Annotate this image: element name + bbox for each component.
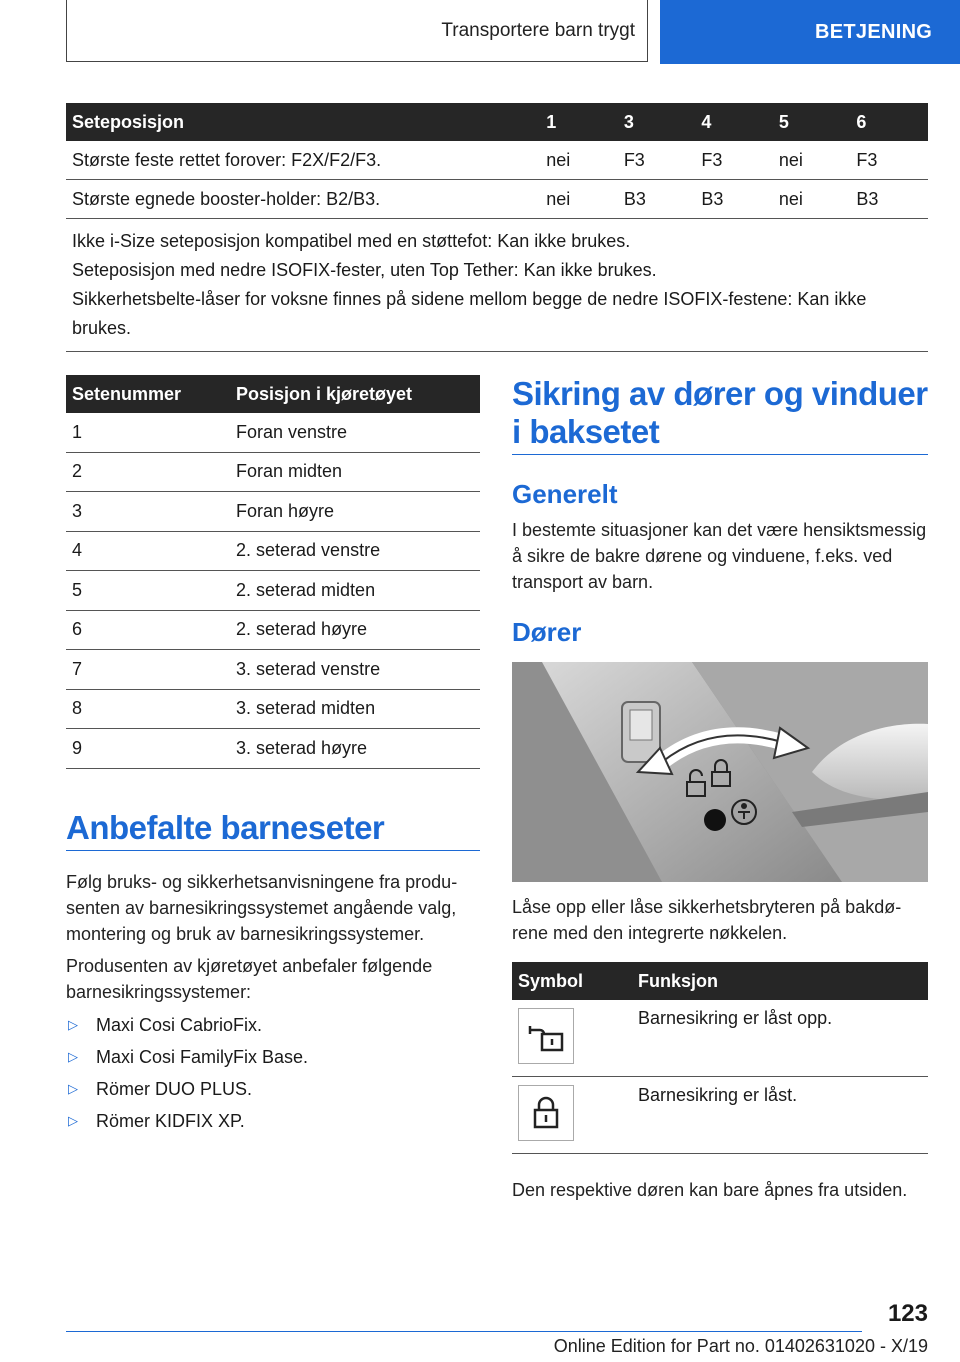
table-cell: B3 <box>695 180 773 219</box>
table-cell: 6 <box>66 610 230 650</box>
column-header: 6 <box>850 103 928 141</box>
section-tab[interactable]: BETJENING <box>660 0 960 64</box>
list-item-text: Römer KIDFIX XP. <box>96 1110 245 1131</box>
list-item <box>66 1105 480 1137</box>
table-note: Ikke i-Size seteposisjon kompatibel med en støttefot: Kan ikke brukes. <box>72 231 631 251</box>
table-cell: 3 <box>66 492 230 532</box>
triangle-bullet-icon: ▷ <box>68 1113 78 1128</box>
column-header: 1 <box>540 103 618 141</box>
table-cell: 4 <box>66 531 230 571</box>
list-item-text: Maxi Cosi CabrioFix. <box>96 1014 263 1035</box>
table-cell: Barnesikring er låst opp. <box>632 1000 928 1077</box>
heading-rule <box>512 454 928 455</box>
table-notes <box>66 219 928 352</box>
column-header: Posisjon i kjøretøyet <box>230 375 480 413</box>
subheading: Dører <box>512 617 582 647</box>
heading-line: Sikring av dører og vinduer <box>512 375 928 412</box>
table-note: Seteposisjon med nedre ISOFIX-fester, uten Top Tether: Kan ikke brukes. <box>72 260 657 280</box>
table-cell: nei <box>773 141 851 180</box>
image-caption: Låse opp eller låse sikkerhetsbryteren på bakdørene med den integrerte nøkkelen. <box>512 897 902 943</box>
table-cell: F3 <box>850 141 928 180</box>
column-header: Setenummer <box>66 375 230 413</box>
locked-lock-icon <box>518 1085 574 1141</box>
table-row <box>66 729 480 769</box>
paragraph: Følg bruks- og sikkerhetsanvisningene fra produsenten av barnesikringssystemet angående valg, montering og bruk av barnesikringssystemer. <box>66 872 458 944</box>
table-row <box>512 1000 928 1077</box>
list-item-text: Römer DUO PLUS. <box>96 1078 253 1099</box>
section-heading <box>512 375 928 451</box>
door-child-lock-illustration <box>512 662 928 882</box>
list-item-text: Maxi Cosi FamilyFix Base. <box>96 1046 309 1067</box>
unlocked-lock-icon <box>518 1008 574 1064</box>
table-cell <box>512 1000 632 1077</box>
table-cell: 3. seterad venstre <box>230 650 480 690</box>
table-cell: Foran midten <box>230 452 480 492</box>
table-cell: 8 <box>66 689 230 729</box>
table-row <box>66 413 480 452</box>
table-row <box>66 610 480 650</box>
table-row <box>66 571 480 611</box>
chapter-title: Transportere barn trygt <box>66 0 648 62</box>
table-notes-row <box>66 219 928 352</box>
table-cell: B3 <box>618 180 696 219</box>
column-header: Seteposisjon <box>66 103 540 141</box>
paragraph: Produsenten av kjøretøyet anbefaler følgende barnesikringssystemer: <box>66 956 433 1002</box>
table-row <box>66 689 480 729</box>
table-header-row <box>66 375 480 413</box>
seat-position-table <box>66 103 928 352</box>
column-header: 3 <box>618 103 696 141</box>
table-cell <box>512 1077 632 1154</box>
list-item <box>66 1041 480 1073</box>
table-row <box>66 650 480 690</box>
table-cell: 7 <box>66 650 230 690</box>
table-cell: Foran venstre <box>230 413 480 452</box>
column-header: 4 <box>695 103 773 141</box>
table-cell: B3 <box>850 180 928 219</box>
table-cell: 2. seterad midten <box>230 571 480 611</box>
section-heading: Anbefalte barneseter <box>66 809 385 846</box>
table-note: Sikkerhetsbelte-låser for voksne finnes på sidene mellom begge de nedre ISOFIX-festene: Kan ikke brukes. <box>72 289 867 338</box>
paragraph: Den respektive døren kan bare åpnes fra utsiden. <box>512 1180 908 1200</box>
table-cell: nei <box>540 180 618 219</box>
column-header: Funksjon <box>632 962 928 1000</box>
table-cell: nei <box>773 180 851 219</box>
table-cell: Foran høyre <box>230 492 480 532</box>
table-cell: 3. seterad midten <box>230 689 480 729</box>
symbol-table <box>512 962 928 1154</box>
table-cell: 3. seterad høyre <box>230 729 480 769</box>
table-row <box>66 141 928 180</box>
table-cell: 9 <box>66 729 230 769</box>
table-cell: nei <box>540 141 618 180</box>
list-item <box>66 1009 480 1041</box>
subheading: Generelt <box>512 479 618 509</box>
column-header: Symbol <box>512 962 632 1000</box>
recommended-seat-list <box>66 1009 480 1137</box>
table-cell: Største feste rettet forover: F2X/F2/F3. <box>66 141 540 180</box>
table-row <box>66 452 480 492</box>
table-cell: 1 <box>66 413 230 452</box>
heading-rule <box>66 850 480 851</box>
table-cell: F3 <box>618 141 696 180</box>
table-cell: 2 <box>66 452 230 492</box>
table-cell: 2. seterad høyre <box>230 610 480 650</box>
table-cell: 5 <box>66 571 230 611</box>
table-cell: F3 <box>695 141 773 180</box>
table-header-row <box>66 103 928 141</box>
page-number: 123 <box>887 1300 928 1327</box>
table-row <box>66 492 480 532</box>
table-row <box>66 180 928 219</box>
table-row <box>66 531 480 571</box>
list-item <box>66 1073 480 1105</box>
table-cell: 2. seterad venstre <box>230 531 480 571</box>
column-header: 5 <box>773 103 851 141</box>
paragraph: I bestemte situasjoner kan det være hensiktsmessig å sikre de bakre dørene og vinduene, f.eks. ved transport av barn. <box>512 520 927 592</box>
table-row <box>512 1077 928 1154</box>
triangle-bullet-icon: ▷ <box>68 1049 78 1064</box>
seat-number-table <box>66 375 480 769</box>
footer-rule <box>66 1331 862 1332</box>
table-header-row <box>512 962 928 1000</box>
footer-edition: Online Edition for Part no. 01402631020 - X/19 <box>553 1336 928 1356</box>
table-cell: Barnesikring er låst. <box>632 1077 928 1154</box>
triangle-bullet-icon: ▷ <box>68 1081 78 1096</box>
triangle-bullet-icon: ▷ <box>68 1017 78 1032</box>
table-cell: Største egnede booster-holder: B2/B3. <box>66 180 540 219</box>
heading-line: i baksetet <box>512 413 660 450</box>
